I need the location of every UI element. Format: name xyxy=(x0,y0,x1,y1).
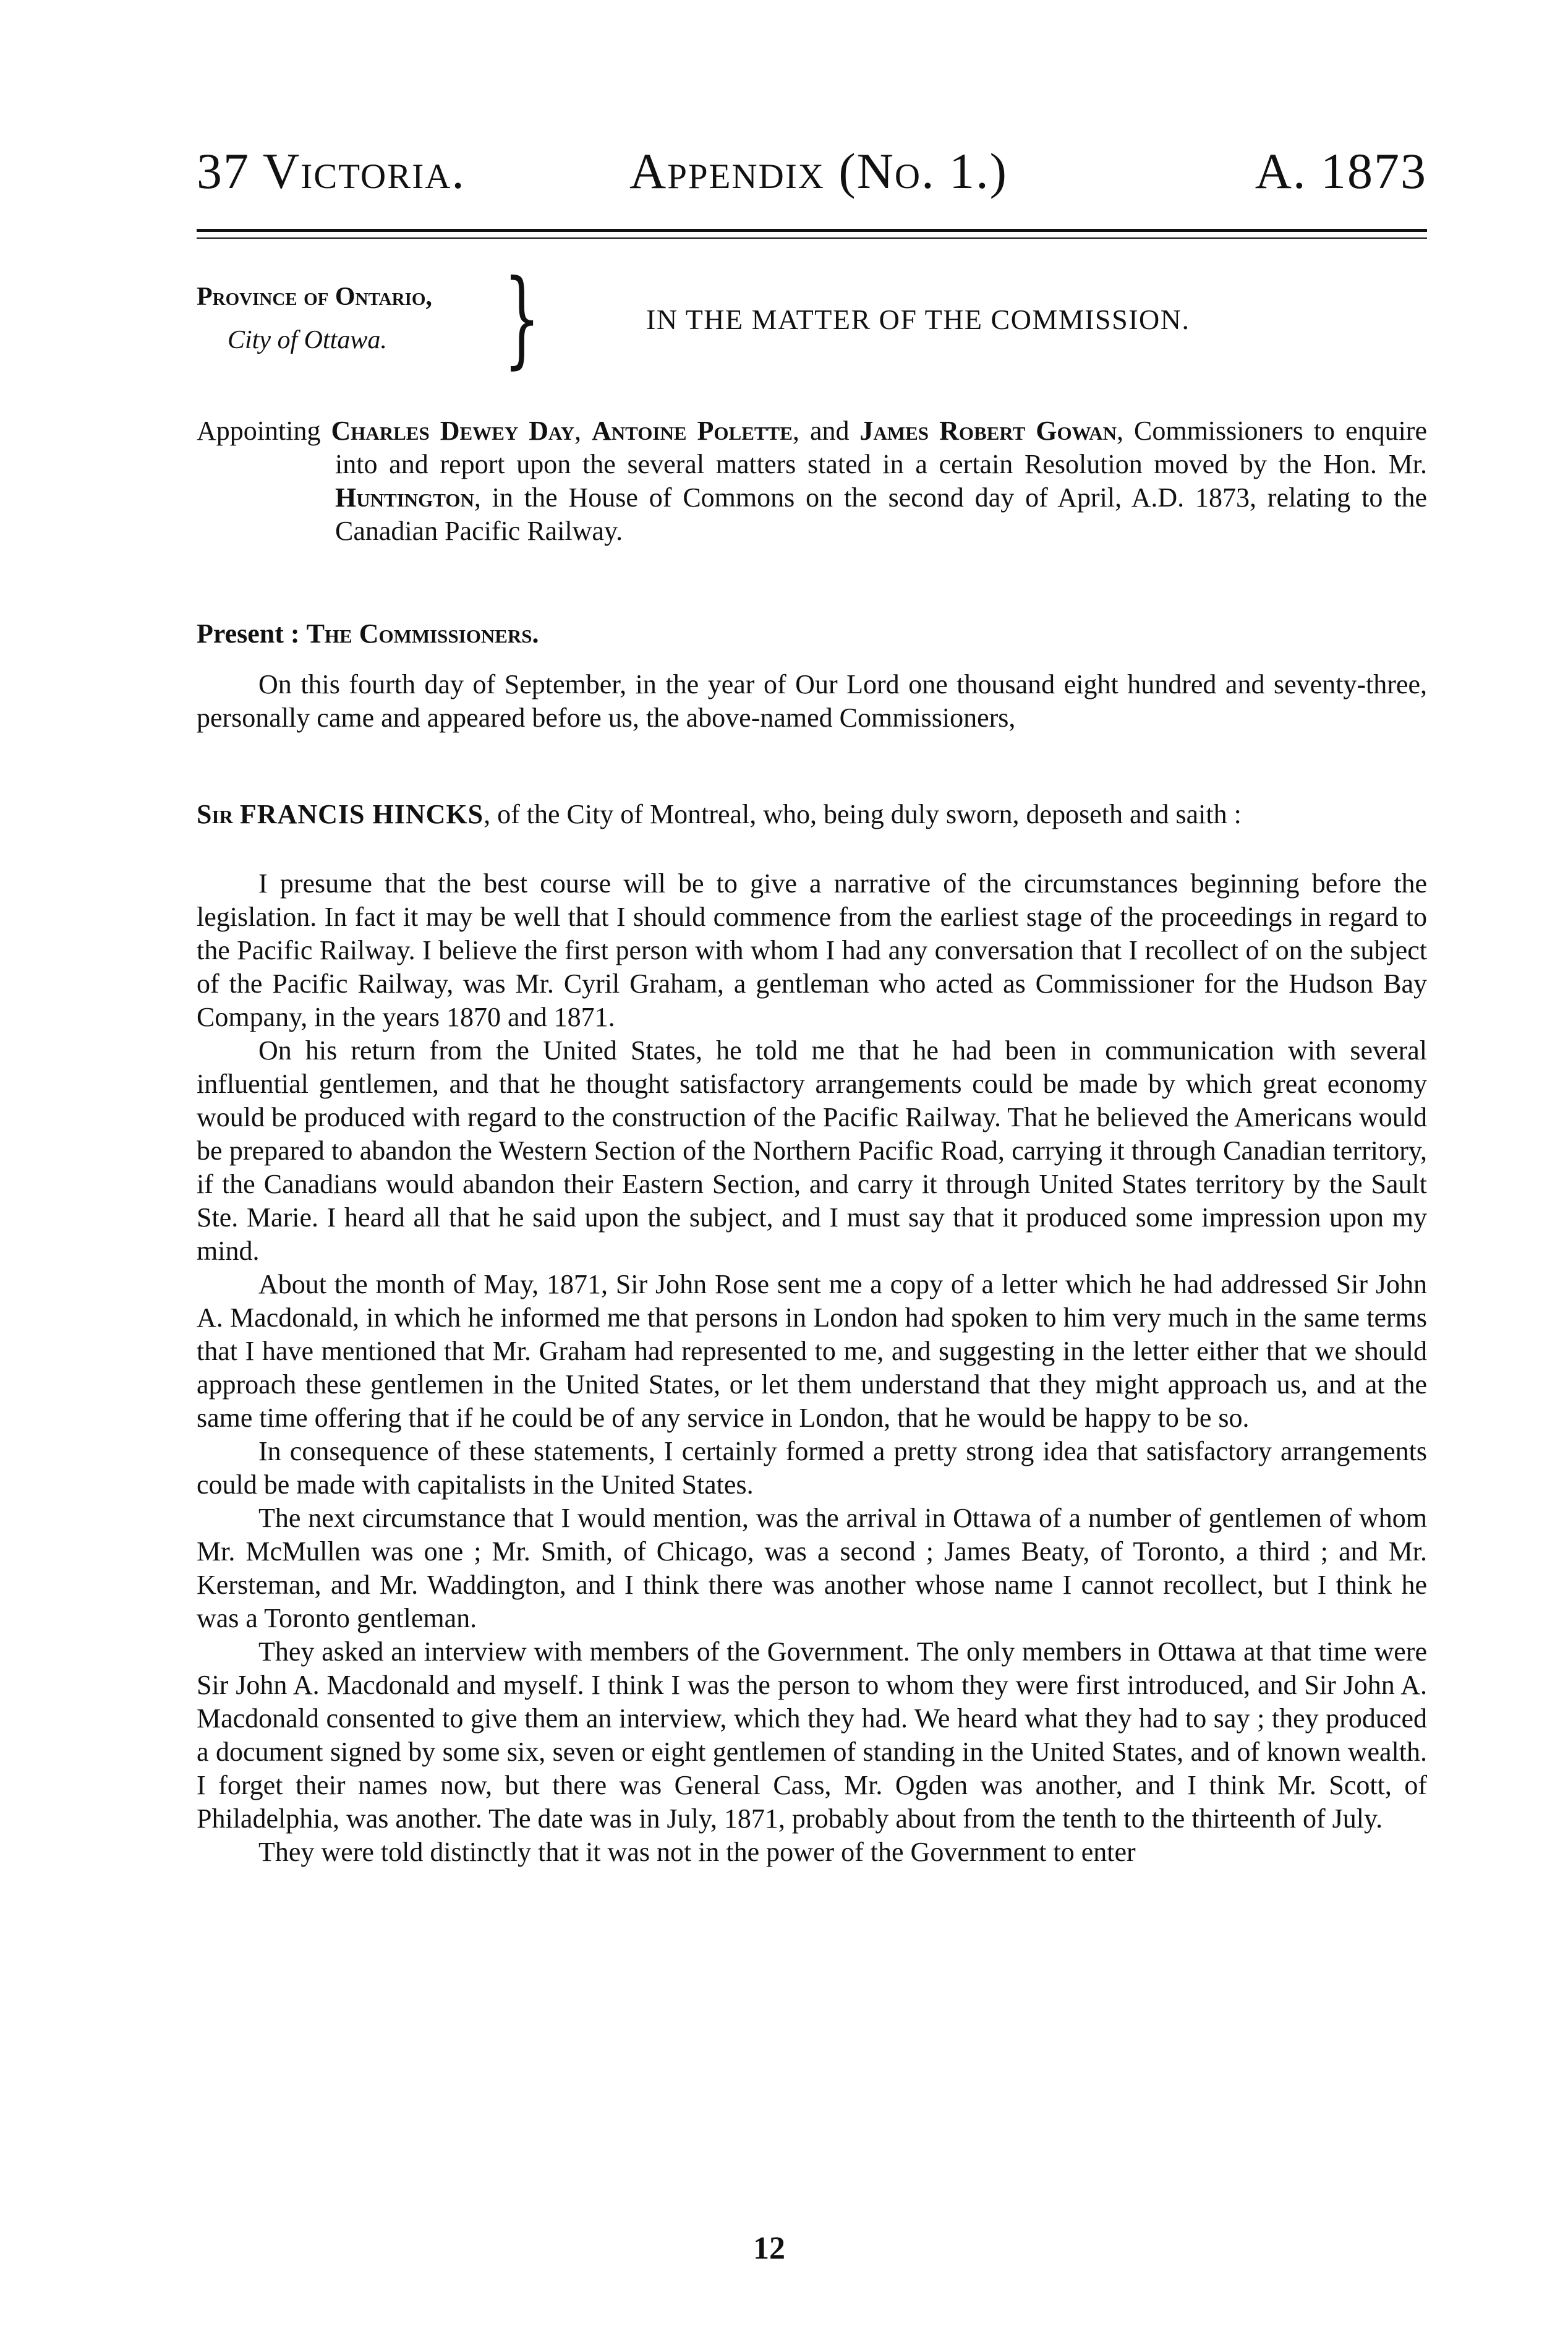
header-rule-thin xyxy=(197,237,1427,239)
narrative-paragraph: They asked an interview with members of the Government. The only members in Ottawa at that time were Sir John A. Macdonald and myself. I think I was the person to whom they were first introduced, and Sir John A. Macdonald consented to give them an interview, which they had. We heard what they had to say ; they produced a document signed by some six, seven or eight gentlemen of standing in the United States, and of known wealth. I forget their names now, but there was General Cass, Mr. Ogden was another, and I think Mr. Scott, of Philadelphia, was another. The date was in July, 1871, probably about from the tenth to the thirteenth of July. xyxy=(197,1636,1427,1834)
narrative-paragraph: On his return from the United States, he told me that he had been in communication with several influential gentlemen, and that he thought satisfactory arrangements could be made by which great economy would be produced with regard to the construction of the Pacific Railway. That he believed the Americans would be prepared to abandon the Western Section of the Northern Pacific Road, carrying it through Canadian territory, if the Canadians would abandon their Eastern Section, and carry it through United States territory by the Sault Ste. Marie. I heard all that he said upon the subject, and I must say that it produced some impression upon my mind. xyxy=(197,1035,1427,1266)
narrative-paragraph: The next circumstance that I would mention, was the arrival in Ottawa of a number of gentlemen of whom Mr. McMullen was one ; Mr. Smith, of Chicago, was a second ; James Beaty, of Toronto, a third ; and Mr. Kersteman, and Mr. Waddington, and I think there was another whose name I cannot recollect, but I think he was a Toronto gentleman. xyxy=(197,1503,1427,1633)
running-header xyxy=(197,142,1427,216)
appointing-text-2: in the House of Commons on the second day of April, A.D. 1873, relating to the Canadian Pacific Railway. xyxy=(335,482,1428,546)
mover-name: Huntington xyxy=(335,482,474,513)
header-year: A. 1873 xyxy=(1255,143,1427,199)
witness-name: FRANCIS HINCKS xyxy=(239,799,484,829)
appointing-text-1: Commissioners to enquire into and report upon the several matters stated in a certain Resolution moved by the Hon. Mr. xyxy=(335,416,1427,479)
appointing-and: and xyxy=(809,416,850,446)
present-line xyxy=(197,617,1427,651)
present-label: Present : xyxy=(197,618,300,649)
matter-title: IN THE MATTER OF THE COMMISSION. xyxy=(646,304,1190,335)
city-label: City of Ottawa. xyxy=(228,326,387,354)
header-appendix: Appendix (No. 1.) xyxy=(629,143,1008,199)
header-session: 37 Victoria. xyxy=(197,143,466,199)
commissioner-day: Charles Dewey Day xyxy=(331,416,574,446)
commissioner-polette: Antoine Polette xyxy=(592,416,793,446)
commissioner-gowan: James Robert Gowan xyxy=(859,416,1117,446)
narrative-paragraph: About the month of May, 1871, Sir John Rose sent me a copy of a letter which he had addressed Sir John A. Macdonald, in which he informed me that persons in London had spoken to him very much in the same terms that I have mentioned that Mr. Graham had represented to me, and suggesting in the letter either that we should approach these gentlemen in the United States, or let them understand that they might approach us, and at the same time offering that if he could be of any service in London, that he would be happy to be so. xyxy=(197,1269,1427,1433)
province-label: Province of Ontario, xyxy=(197,283,432,311)
page-number: 12 xyxy=(753,2231,785,2266)
witness-prefix: Sir xyxy=(197,799,233,829)
deposition-narrative xyxy=(197,867,1427,1869)
narrative-paragraph: They were told distinctly that it was not in the power of the Government to enter xyxy=(258,1837,1136,1867)
present-value: The Commissioners. xyxy=(306,618,539,649)
intro-paragraph xyxy=(197,668,1427,735)
appointing-paragraph: Appointing Charles Dewey Day, Antoine Polette, and James Robert Gowan, Commissioners to enquire into and report upon the several matters stated in a certain Resolution moved by the Hon. Mr. Huntington, in the House of Commons on the second day of April, A.D. 1873, relating to the Canadian Pacific Railway. xyxy=(197,416,1428,546)
narrative-paragraph: I presume that the best course will be to give a narrative of the circumstances beginning before the legislation. In fact it may be well that I should commence from the earliest stage of the proceedings in regard to the Pacific Railway. I believe the first person with whom I had any conversation that I recollect of on the subject of the Pacific Railway, was Mr. Cyril Graham, a gentleman who acted as Commissioner for the Hudson Bay Company, in the years 1870 and 1871. xyxy=(197,868,1427,1032)
narrative-paragraph: In consequence of these statements, I certainly formed a pretty strong idea that satisfactory arrangements could be made with capitalists in the United States. xyxy=(197,1436,1427,1500)
witness-paragraph: Sir FRANCIS HINCKS, of the City of Montreal, who, being duly sworn, deposeth and saith : xyxy=(197,799,1242,829)
witness-text: of the City of Montreal, who, being duly sworn, deposeth and saith : xyxy=(497,799,1242,829)
header-rule-thick xyxy=(197,229,1427,232)
venue-brace: } xyxy=(503,257,540,380)
appointing-lead: Appointing xyxy=(197,416,321,446)
intro-text: On this fourth day of September, in the year of Our Lord one thousand eight hundred and seventy-three, personally came and appeared before us, the above-named Commissioners, xyxy=(197,669,1427,733)
